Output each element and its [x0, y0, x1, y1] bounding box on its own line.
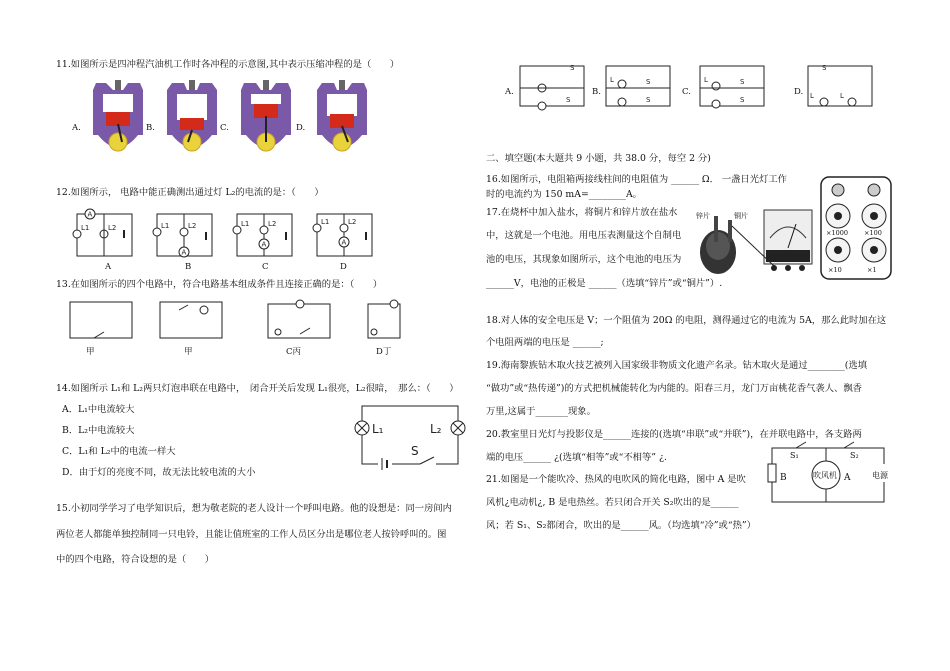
q19-line-3: 万里,这属于_______现象。: [486, 406, 596, 417]
dial-label-1: ×1: [867, 266, 877, 274]
q13-circuits: [64, 296, 404, 346]
q12-option-d: D: [340, 262, 347, 272]
q12-circuit-a: [73, 209, 132, 256]
dial-label-10: ×10: [828, 266, 842, 274]
q19-line-1: 19.海南黎族钻木取火技艺被列入国家级非物质文化遗产名录。钻木取火是通过________(选填: [486, 360, 867, 371]
q17-battery-voltmeter-image: [692, 206, 814, 278]
engine-diagram-d: [312, 80, 372, 160]
s1-label: S₁: [790, 451, 799, 460]
q12-option-c: C: [262, 262, 269, 272]
q21-line-2: 风机¿电动机¿, B 是电热丝。若只闭合开关 S₂吹出的是______: [486, 497, 739, 508]
svg-text:L: L: [704, 76, 708, 84]
q11-option-d: D.: [296, 123, 306, 133]
svg-text:S: S: [646, 78, 651, 86]
q21-line-3: 风；若 S₁、S₂都闭合，吹出的是______风。（均选填“冷”或“热”）: [486, 520, 756, 531]
svg-text:S: S: [822, 64, 827, 72]
svg-text:L1: L1: [81, 224, 90, 232]
svg-text:A: A: [261, 240, 267, 249]
q14-l1-label: L₁: [372, 422, 384, 436]
q11-text: 11.如图所示是四冲程汽油机工作时各冲程的示意图,其中表示压缩冲程的是（ ）: [56, 59, 400, 70]
resistance-box-image: [820, 176, 892, 280]
engine-diagram-c: [236, 80, 296, 160]
svg-text:S: S: [646, 96, 651, 104]
q14-option-a: A．L₁中电流较大: [62, 404, 135, 415]
q13-caption-3: C丙: [286, 347, 302, 357]
svg-text:L1: L1: [321, 218, 330, 226]
q16-line-2: 时的电流约为 150 mA=________A。: [486, 189, 642, 200]
q18-line-1: 18.对人体的安全电压是 V；一个阻值为 20Ω 的电阻，测得通过它的电流为 5A，那么此时加在这: [486, 315, 887, 326]
s2-label: S₂: [850, 451, 859, 460]
svg-text:L2: L2: [348, 218, 357, 226]
q13-text: 13.在如图所示的四个电路中，符合电路基本组成条件且连接正确的是：（ ）: [56, 279, 383, 290]
q15-line-1: 15.小初同学学习了电学知识后，想为敬老院的老人设计一个呼叫电路。他的设想是：同一房间内: [56, 503, 452, 514]
q21-line-1: 21.如图是一个能吹冷、热风的电吹风的简化电路，图中 A 是吹: [486, 474, 746, 485]
q20-line-2: 端的电压______ ¿(选填“相等”或“不相等” ¿.: [486, 452, 667, 463]
engine-diagram-a: [88, 80, 148, 160]
q14-option-b: B．L₂中电流较大: [62, 425, 135, 436]
q14-option-d: D．由于灯的亮度不同，故无法比较电流的大小: [62, 467, 256, 478]
svg-text:L2: L2: [108, 224, 117, 232]
q15-option-b: B.: [592, 87, 601, 97]
svg-text:L1: L1: [161, 222, 170, 230]
q15-line-3: 中的四个电路，符合设想的是（ ）: [56, 554, 215, 565]
dial-label-100: ×100: [864, 229, 882, 237]
q13-caption-1: 甲: [86, 347, 95, 357]
q15-line-2: 两位老人都能单独控制同一只电铃，且能让值班室的工作人员区分出是哪位老人按铃呼叫的。图: [56, 529, 447, 540]
hair-dryer-circuit: [768, 438, 892, 506]
section-2-heading: 二、填空题(本大题共 9 小题，共 38.0 分，每空 2 分): [486, 153, 711, 164]
engine-diagram-b: [162, 80, 222, 160]
q12-option-b: B: [185, 262, 192, 272]
q14-s-label: S: [411, 444, 419, 458]
zinc-label: 锌片: [696, 212, 710, 220]
q11-option-b: B.: [146, 123, 155, 133]
q14-text: 14.如图所示 L₁和 L₂两只灯泡串联在电路中， 闭合开关后发现 L₁很亮，L₂很暗， 那么：（ ）: [56, 383, 459, 394]
q18-line-2: 个电阻两端的电压是 ______;: [486, 337, 604, 348]
svg-text:A: A: [87, 210, 93, 219]
q12-circuit-c: [233, 214, 292, 256]
svg-text:L: L: [840, 92, 844, 100]
svg-text:L2: L2: [268, 220, 277, 228]
q12-text: 12.如图所示， 电路中能正确测出通过灯 L₂的电流的是：（ ）: [56, 187, 324, 198]
svg-text:S: S: [570, 64, 575, 72]
q12-circuit-d: [313, 214, 372, 256]
q12-circuit-b: [153, 214, 212, 257]
a-label: A: [844, 473, 851, 483]
svg-text:A: A: [341, 238, 347, 247]
svg-text:A: A: [181, 248, 187, 257]
power-label: 电源: [872, 471, 888, 480]
q17-line-1: 17.在烧杯中加入盐水，将铜片和锌片放在盐水: [486, 207, 678, 218]
q15-circuits: [512, 58, 892, 114]
svg-text:L1: L1: [241, 220, 250, 228]
svg-text:L: L: [610, 76, 614, 84]
svg-text:S: S: [740, 78, 745, 86]
svg-text:L2: L2: [188, 222, 197, 230]
svg-text:S: S: [740, 96, 745, 104]
q17-line-3: 池的电压，其现象如图所示，这个电池的电压为: [486, 254, 682, 265]
q14-option-c: C．L₁和 L₂中的电流一样大: [62, 446, 176, 457]
q13-caption-2: 甲: [184, 347, 193, 357]
q17-line-4: ______V，电池的正极是 ______（选填“锌片”或“铜片”）.: [486, 278, 723, 289]
q14-l2-label: L₂: [430, 422, 442, 436]
q20-line-1: 20.教室里日光灯与投影仪是______连接的(选填“串联”或“并联”)，在并联电路中，各支路两: [486, 429, 862, 440]
dial-label-1000: ×1000: [826, 229, 848, 237]
q16-line-1: 16.如图所示，电阻箱两接线柱间的电阻值为 ______ Ω． 一盏日光灯工作: [486, 174, 787, 185]
b-label: B: [780, 473, 787, 483]
copper-label: 铜片: [734, 212, 748, 220]
q15-option-d: D.: [794, 87, 804, 97]
q19-line-2: “做功”或“热传递”)的方式把机械能转化为内能的。阳春三月，龙门万亩桃花香气袭人、飘香: [486, 383, 862, 394]
q14-circuit-diagram: [360, 402, 460, 470]
q13-caption-4: D丁: [376, 347, 392, 357]
q12-circuits: [72, 208, 372, 272]
q11-option-a: A.: [72, 123, 81, 133]
q12-option-a: A: [105, 262, 112, 272]
fan-label: 吹风机: [813, 471, 837, 480]
svg-text:L: L: [810, 92, 814, 100]
q11-option-c: C.: [220, 123, 229, 133]
q17-line-2: 中，这就是一个电池。用电压表测量这个自制电: [486, 230, 682, 241]
q15-option-a: A.: [505, 87, 514, 97]
svg-text:S: S: [566, 96, 571, 104]
q15-option-c: C.: [682, 87, 691, 97]
